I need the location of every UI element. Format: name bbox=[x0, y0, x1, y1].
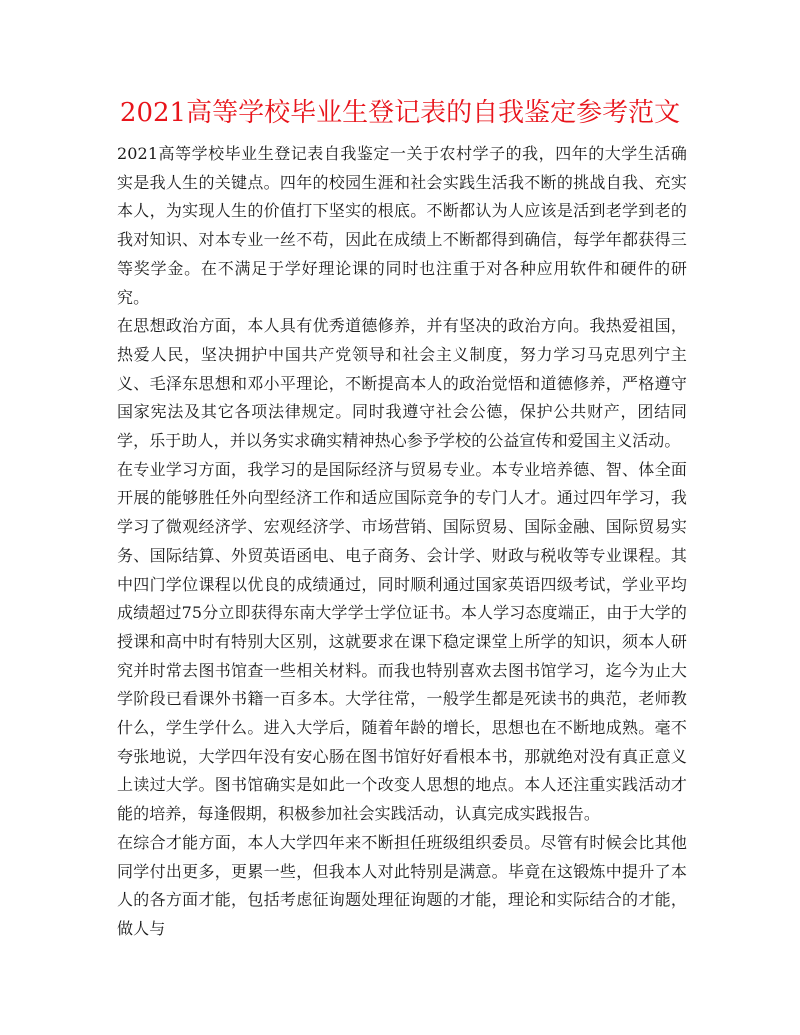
paragraph-political: 在思想政治方面，本人具有优秀道德修养，并有坚决的政治方向。我热爱祖国，热爱人民，坚决拥护中国共产党领导和社会主义制度，努力学习马克思列宁主义、毛泽东思想和邓小平理论，不断提高本人的政治觉悟和道德修养，严格遵守国家宪法及其它各项法律规定。同时我遵守社会公德，保护公共财产，团结同学，乐于助人，并以务实求确实精神热心参予学校的公益宣传和爱国主义活动。 bbox=[117, 316, 687, 451]
document-body bbox=[117, 140, 687, 944]
paragraph-abilities: 在综合才能方面，本人大学四年来不断担任班级组织委员。尽管有时候会比其他同学付出更多，更累一些，但我本人对此特别是满意。毕竟在这锻炼中提升了本人的各方面才能，包括考虑征询题处理征询题的才能，理论和实际结合的才能，做人与 bbox=[117, 832, 687, 938]
document-title: 2021高等学校毕业生登记表的自我鉴定参考范文 bbox=[119, 98, 681, 128]
paragraph-intro: 2021高等学校毕业生登记表自我鉴定一关于农村学子的我，四年的大学生活确实是我人生的关键点。四年的校园生涯和社会实践生活我不断的挑战自我、充实本人，为实现人生的价值打下坚实的根底。不断都认为人应该是活到老学到老的我对知识、对本专业一丝不苟，因此在成绩上不断都得到确信，每学年都获得三等奖学金。在不满足于学好理论课的同时也注重于对各种应用软件和硬件的研究。 bbox=[117, 144, 687, 307]
paragraph-academic: 在专业学习方面，我学习的是国际经济与贸易专业。本专业培养德、智、体全面开展的能够胜任外向型经济工作和适应国际竞争的专门人才。通过四年学习，我学习了微观经济学、宏观经济学、市场营销、国际贸易、国际金融、国际贸易实务、国际结算、外贸英语函电、电子商务、会计学、财政与税收等专业课程。其中四门学位课程以优良的成绩通过，同时顺利通过国家英语四级考试，学业平均成绩超过75分立即获得东南大学学士学位证书。本人学习态度端正，由于大学的授课和高中时有特别大区别，这就要求在课下稳定课堂上所学的知识，须本人研究并时常去图书馆查一些相关材料。而我也特别喜欢去图书馆学习，迄今为止大学阶段已看课外书籍一百多本。大学往常，一般学生都是死读书的典范，老师教什么，学生学什么。进入大学后，随着年龄的增长，思想也在不断地成熟。毫不夸张地说，大学四年没有安心肠在图书馆好好看根本书，那就绝对没有真正意义上读过大学。图书馆确实是如此一个改变人思想的地点。本人还注重实践活动才能的培养，每逢假期，积极参加社会实践活动，认真完成实践报告。 bbox=[117, 459, 687, 824]
